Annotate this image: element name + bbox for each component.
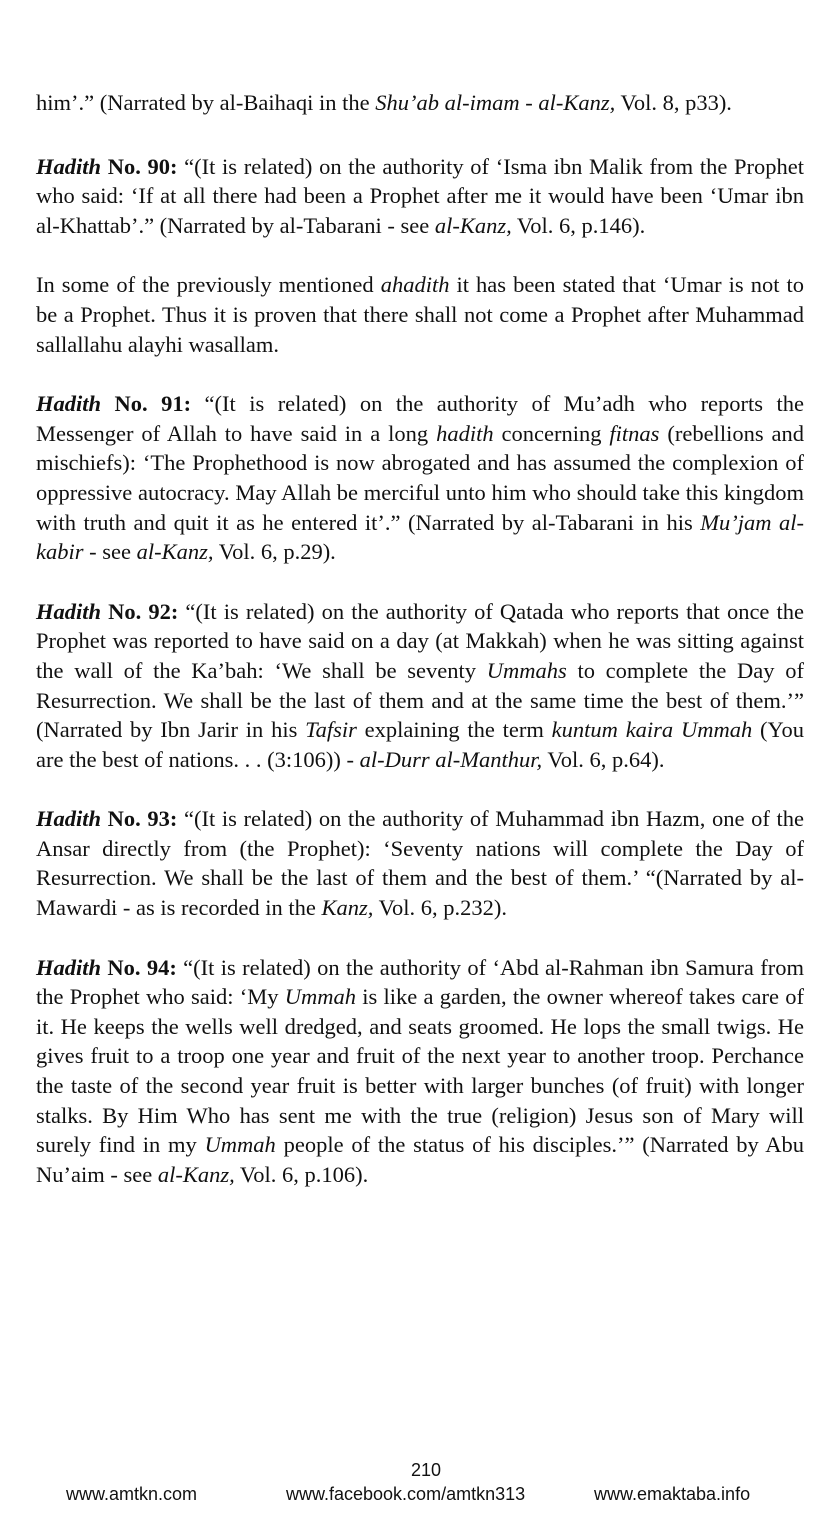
text-run: In some of the previously mentioned <box>36 272 381 298</box>
text-run: “(It is related) on the authority of Muhammad ibn Hazm, one of the Ansar directly from (the Prophet): ‘Seventy nations will complete the Day of Resurrection. We shall be the last of them and the best of them.’ “(Narrated by al-Mawardi - as is recorded in the <box>36 806 804 921</box>
footer-link-emaktaba[interactable]: www.emaktaba.info <box>594 1484 751 1504</box>
italic-term: al-Kanz, <box>157 1161 235 1187</box>
paragraph <box>36 270 804 359</box>
italic-term: Mu’jam al-kabir <box>36 509 804 565</box>
paragraph-continuation <box>36 88 804 118</box>
text-run: “(It is related) on the authority of ‘Isma ibn Malik from the Prophet who said: ‘If at all there had been a Prophet after me it would have been ‘Umar ibn al-Khattab’.” (Narrated by al-Tabarani - see <box>36 153 804 238</box>
italic-term: al-Durr al-Manthur, <box>359 746 543 772</box>
hadith-heading: Hadith <box>36 153 102 179</box>
italic-term: Kanz, <box>321 895 374 921</box>
text-run: Vol. 6, p.146). <box>511 212 646 238</box>
hadith-heading: No. 93: <box>101 806 178 832</box>
italic-term: kuntum kaira Ummah <box>551 717 753 743</box>
italic-term: Ummah <box>284 984 357 1010</box>
page-footer <box>0 1458 840 1506</box>
text-run: it has been stated that ‘Umar is not to be a Prophet. Thus it is proven that there shall not come a Prophet after Muhammad sallallahu alayhi wasallam. <box>36 272 804 357</box>
paragraph <box>36 389 804 567</box>
text-run: is like a garden, the owner whereof takes care of it. He keeps the wells well dredged, and seats groomed. He lops the small twigs. He gives fruit to a troop one year and fruit of the next year to another troop. Perchance the taste of the second year fruit is better with larger bunches (of fruit) with longer stalks. By Him Who has sent me with the true (religion) Jesus son of Mary will surely find in my <box>36 984 804 1158</box>
text-run: - see <box>83 539 137 565</box>
paragraph <box>36 804 804 922</box>
footer-link-amtkn[interactable]: www.amtkn.com <box>66 1484 198 1504</box>
italic-term: al-Kanz, <box>136 539 214 565</box>
page-number: 210 <box>410 1460 442 1480</box>
text-run: concerning <box>493 420 610 446</box>
text-run: explaining the term <box>356 717 552 743</box>
paragraph <box>36 953 804 1190</box>
text-run: Vol. 6, p.106). <box>234 1161 369 1187</box>
text-run: Vol. 8, p33). <box>615 90 732 115</box>
italic-term: Tafsir <box>305 717 357 743</box>
text-run: Vol. 6, p.64). <box>542 746 665 772</box>
hadith-heading: No. 92: <box>101 598 179 624</box>
italic-term: Ummah <box>204 1132 276 1158</box>
italic-term: al-Kanz, <box>434 212 512 238</box>
footer-links <box>0 1482 840 1506</box>
paragraph <box>36 597 804 775</box>
hadith-heading: Hadith <box>36 598 102 624</box>
hadith-heading: No. 90: <box>101 153 178 179</box>
italic-term: Shu’ab al-imam - al-Kanz, <box>375 90 616 115</box>
paragraph <box>36 152 804 241</box>
text-run: “(It is related) on the authority of ‘Abd al-Rahman ibn Samura from the Prophet who said: ‘My <box>36 954 804 1010</box>
italic-term: hadith <box>436 420 494 446</box>
text-run: him’.” (Narrated by al-Baihaqi in the <box>36 90 376 115</box>
text-run: Vol. 6, p.29). <box>213 539 336 565</box>
text-run: (rebellions and mischiefs): ‘The Prophethood is now abrogated and has assumed the complexion of oppressive autocracy. May Allah be merciful unto him who should take this kingdom with truth and quit it as he entered it’.” (Narrated by al-Tabarani in his <box>36 420 804 535</box>
hadith-heading: Hadith <box>36 954 102 980</box>
text-run: Vol. 6, p.232). <box>373 895 507 921</box>
hadith-heading: No. 94: <box>101 954 177 980</box>
hadith-heading: No. 91: <box>101 391 192 417</box>
italic-term: fitnas <box>609 420 660 446</box>
text-run: “(It is related) on the authority of Mu’adh who reports the Messenger of Allah to have said in a long <box>36 391 804 446</box>
hadith-heading: Hadith <box>36 391 102 417</box>
text-run: people of the status of his disciples.’” (Narrated by Abu Nu’aim - see <box>36 1132 804 1187</box>
footer-link-facebook[interactable]: www.facebook.com/amtkn313 <box>286 1484 526 1504</box>
hadith-heading: Hadith <box>36 806 102 832</box>
italic-term: ahadith <box>380 272 450 298</box>
text-run: to complete the Day of Resurrection. We shall be the last of them and at the same time the best of them.’” (Narrated by Ibn Jarir in his <box>36 657 804 743</box>
page-body <box>36 88 804 1219</box>
italic-term: Ummahs <box>486 657 567 683</box>
text-run: (You are the best of nations. . . (3:106)) - <box>36 717 804 772</box>
text-run: “(It is related) on the authority of Qatada who reports that once the Prophet was reported to have said on a day (at Makkah) when he was sitting against the wall of the Ka’bah: ‘We shall be seventy <box>36 598 804 683</box>
